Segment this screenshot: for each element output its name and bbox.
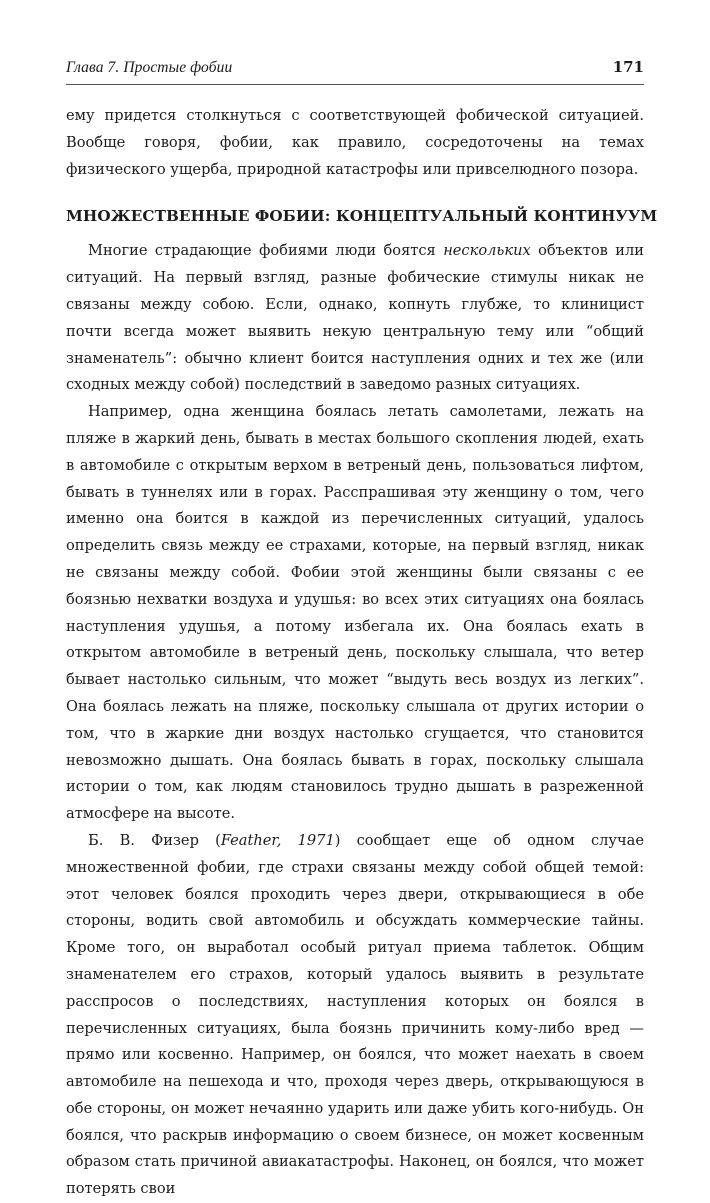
paragraph-case-feather: [66, 828, 644, 1203]
paragraph-text: Многие страдающие фобиями люди боятся: [88, 242, 444, 260]
body-text: [66, 103, 658, 1203]
paragraph-text: объектов или ситуаций. На первый взгляд, разные фобические стимулы никак не связаны между собою. Если, однако, копнуть глубже, то клиницист почти всегда может выявить некую центральную тему или “общий знаменатель”: обычно клиент боится наступления одних и тех же (или сходных между собой) последствий в заведомо разных ситуациях.: [66, 242, 644, 394]
paragraph-continuation: ему придется столкнуться с соответствующей фобической ситуацией. Вообще говоря, фобии, как правило, сосредоточены на темах физического ущерба, природной катастрофы или привселюдного позора.: [66, 107, 644, 178]
chapter-title: Глава 7. Простые фобии: [66, 59, 233, 76]
paragraph-text: ) сообщает еще об одном случае множественной фобии, где страхи связаны между собой общей темой: этот человек боялся проходить через двери, открывающиеся в обе стороны, водить свой автомобиль и обсуждать коммерческие тайны. Кроме того, он выработал особый ритуал приема таблеток. Общим знаменателем его страхов, который удалось выявить в результате расспросов о последствиях, наступления которых он боялся в перечисленных ситуациях, была боязнь причинить кому-либо вред — прямо или косвенно. Например, он боялся, что может наехать в своем автомобиле на пешехода и что, проходя через дверь, открывающуюся в обе стороны, он может нечаянно ударить или даже убить кого-нибудь. Он боялся, что раскрыв информацию о своем бизнесе, он может косвенным образом стать причиной авиакатастрофы. Наконец, он боялся, что может потерять свои: [66, 831, 645, 1198]
header-rule: [66, 84, 644, 85]
paragraph-text: Б. В. Физер (: [88, 831, 221, 849]
citation-text: Feather, 1971: [220, 831, 335, 849]
running-head: [66, 58, 644, 84]
paragraph-multiple-phobias-intro: [66, 238, 644, 399]
emphasis-text: нескольких: [443, 242, 531, 260]
paragraph-case-woman: Например, одна женщина боялась летать самолетами, лежать на пляже в жаркий день, бывать в местах большого скопления людей, ехать в автомобиле с открытым верхом в ветреный день, пользоваться лифтом, бывать в туннелях или в горах. Расспрашивая эту женщину о том, чего именно она боится в каждой из перечисленных ситуаций, удалось определить связь между ее страхами, которые, на первый взгляд, никак не связаны между собой. Фобии этой женщины были связаны с ее боязнью нехватки воздуха и удушья: во всех этих ситуациях она боялась наступления удушья, а потому избегала их. Она боялась ехать в открытом автомобиле в ветреный день, поскольку слышала, что ветер бывает настолько сильным, что может “выдуть весь воздух из легких”. Она боялась лежать на пляже, поскольку слышала от других истории о том, что в жаркие дни воздух настолько сгущается, что становится невозможно дышать. Она боялась бывать в горах, поскольку слышала истории о том, как людям становилось трудно дышать в разреженной атмосфере на высоте.: [66, 403, 644, 823]
section-heading: МНОЖЕСТВЕННЫЕ ФОБИИ: КОНЦЕПТУАЛЬНЫЙ КОНТИНУУМ: [66, 207, 658, 226]
page-number: 171: [612, 58, 644, 76]
book-page: [66, 58, 658, 1203]
